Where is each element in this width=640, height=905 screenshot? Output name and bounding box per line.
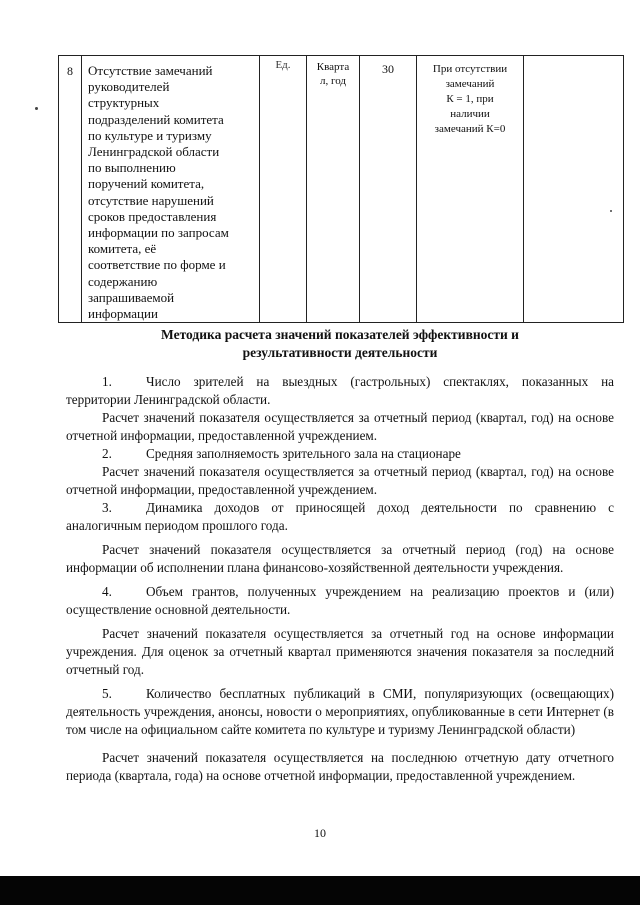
note-line: замечаний К=0 xyxy=(434,123,506,135)
item-number: 5. xyxy=(102,686,112,701)
empty-cell xyxy=(524,56,624,323)
indicator-name-line: Отсутствие замечаний xyxy=(88,63,213,78)
indicator-name-line: соответствие по форме и xyxy=(88,257,226,273)
indicator-name-line: информации xyxy=(88,306,158,322)
item-number: 3. xyxy=(102,500,112,515)
paragraph-indicator-3 xyxy=(66,499,614,535)
note-line: К = 1, при xyxy=(446,93,494,105)
note-line: При отсутствии xyxy=(432,63,508,75)
indicator-name-line: руководителей xyxy=(88,79,170,95)
paragraph-text: Число зрителей на выездных (гастрольных) спектаклях, показанных на территории Ленинградской области. xyxy=(66,374,614,407)
scan-speck xyxy=(610,210,612,212)
page-number: 10 xyxy=(314,826,326,840)
indicator-name xyxy=(82,56,260,323)
indicator-name-line: по выполнению xyxy=(88,160,176,176)
value-cell: 30 xyxy=(360,56,417,323)
indicator-name-line: содержанию xyxy=(88,273,158,289)
indicator-name-line: запрашиваемой xyxy=(88,289,175,305)
indicator-table xyxy=(58,55,624,323)
scan-bottom-edge xyxy=(0,876,640,905)
period-line: л, год xyxy=(319,75,346,87)
period-line: Кварта xyxy=(316,61,350,73)
table-row xyxy=(59,56,624,323)
indicator-name-line: информации по запросам xyxy=(88,225,229,241)
paragraph-text: Количество бесплатных публикаций в СМИ, популяризующих (освещающих) деятельность учреждения, анонсы, новости о мероприятиях, опубликованные в сети Интернет (в том числе на официальном сайте комитета по культуре и туризму Ленинградской области) xyxy=(66,686,614,737)
note-cell xyxy=(417,56,524,323)
indicator-name-line: отсутствие нарушений xyxy=(88,192,214,208)
paragraph-calc-4: Расчет значений показателя осуществляется за отчетный год на основе информации учреждения. Для оценок за отчетный квартал применяются значения показателя за последний отчетный год. xyxy=(66,626,614,677)
indicator-name-line: структурных xyxy=(88,95,160,111)
paragraph-text: Объем грантов, полученных учреждением на реализацию проектов и (или) осуществление основной деятельности. xyxy=(66,584,614,617)
paragraph-text: Динамика доходов от приносящей доход деятельности по сравнению с аналогичным периодом прошлого года. xyxy=(66,500,614,533)
heading-line-2: результативности деятельности xyxy=(242,345,438,360)
paragraph-calc-1: Расчет значений показателя осуществляется за отчетный период (квартал, год) на основе отчетной информации, предоставленной учреждением. xyxy=(66,410,614,443)
indicator-name-line: Ленинградской области xyxy=(88,144,220,160)
row-number: 8 xyxy=(59,56,82,323)
indicator-name-line: поручений комитета, xyxy=(88,176,205,192)
item-number: 4. xyxy=(102,584,112,599)
paragraph-calc-2: Расчет значений показателя осуществляется за отчетный период (квартал, год) на основе отчетной информации, предоставленной учреждением. xyxy=(66,464,614,497)
indicator-name-line: по культуре и туризму xyxy=(88,127,212,143)
period-cell xyxy=(307,56,360,323)
paragraph-indicator-5 xyxy=(66,685,614,739)
note-line: наличии xyxy=(450,108,490,120)
paragraph-indicator-2 xyxy=(66,445,614,463)
paragraph-calc-3: Расчет значений показателя осуществляется за отчетный период (год) на основе информации об исполнении плана финансово-хозяйственной деятельности учреждения. xyxy=(66,542,614,575)
note-line: замечаний xyxy=(445,78,495,90)
item-number: 2. xyxy=(102,446,112,461)
methodology-body xyxy=(66,373,614,785)
section-heading xyxy=(100,326,580,362)
paragraph-indicator-1 xyxy=(66,373,614,409)
paragraph-text: Средняя заполняемость зрительного зала на стационаре xyxy=(146,446,461,461)
indicator-name-line: сроков предоставления xyxy=(88,208,217,224)
paragraph-indicator-4 xyxy=(66,583,614,619)
indicator-name-line: комитета, её xyxy=(88,241,157,257)
paragraph-calc-5: Расчет значений показателя осуществляется на последнюю отчетную дату отчетного периода (квартала, года) на основе отчетной информации, предоставленной учреждением. xyxy=(66,750,614,783)
item-number: 1. xyxy=(102,374,112,389)
heading-line-1: Методика расчета значений показателей эффективности и xyxy=(161,327,519,342)
scan-speck xyxy=(35,107,38,110)
unit-cell: Ед. xyxy=(260,56,307,323)
indicator-name-line: подразделений комитета xyxy=(88,111,224,127)
